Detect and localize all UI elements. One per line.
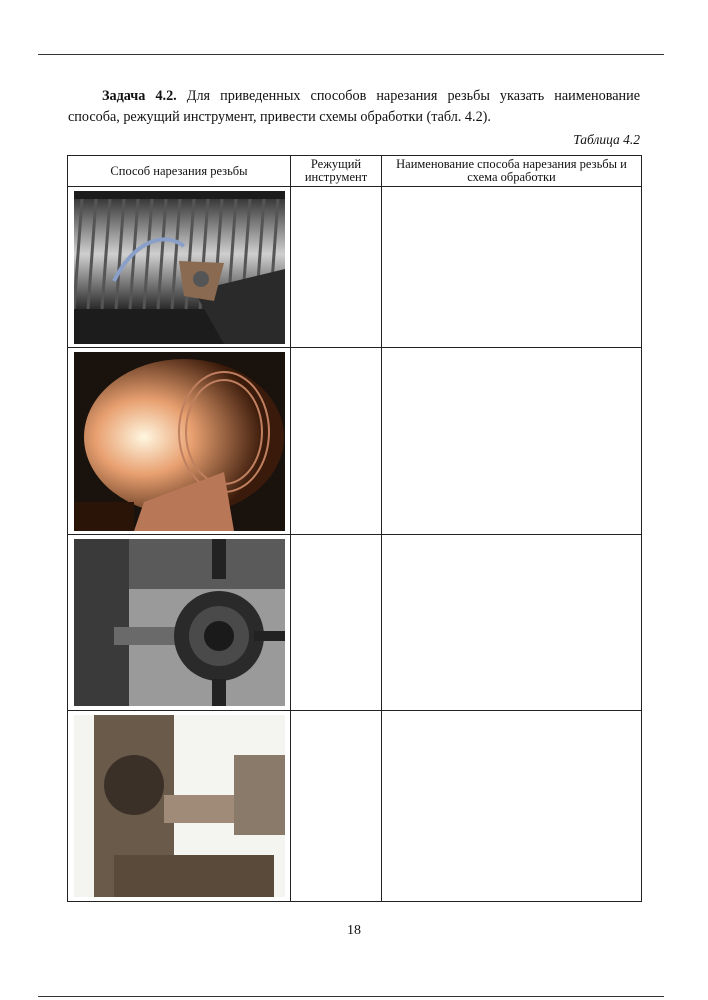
table-row — [68, 535, 642, 711]
method-photo-cell — [68, 348, 291, 535]
table-row — [68, 711, 642, 902]
header-method: Способ нарезания резьбы — [68, 156, 291, 187]
table-row — [68, 187, 642, 348]
die-threading-photo — [74, 539, 285, 706]
header-name-scheme: Наименование способа нарезания резьбы и схема обработки — [382, 156, 642, 187]
page-number: 18 — [347, 923, 361, 938]
method-photo-cell — [68, 535, 291, 711]
header-rule — [38, 54, 664, 55]
name-scheme-cell[interactable] — [382, 535, 642, 711]
table-header-row — [68, 156, 642, 187]
tool-cell[interactable] — [291, 348, 382, 535]
task-label: Задача 4.2. — [102, 88, 177, 104]
table-caption: Таблица 4.2 — [573, 132, 640, 147]
name-scheme-cell[interactable] — [382, 348, 642, 535]
name-scheme-cell[interactable] — [382, 187, 642, 348]
task-paragraph — [68, 86, 640, 128]
table-row — [68, 348, 642, 535]
method-photo-cell — [68, 711, 291, 902]
thread-methods-table — [67, 155, 642, 902]
footer-rule — [38, 996, 664, 997]
internal-threading-glowing-photo — [74, 352, 285, 531]
header-tool: Режущий инструмент — [291, 156, 382, 187]
method-photo-cell — [68, 187, 291, 348]
tool-cell[interactable] — [291, 187, 382, 348]
name-scheme-cell[interactable] — [382, 711, 642, 902]
task-text: Для приведенных способов нарезания резьбы указать наименование способа, режущий инструмент, привести схемы обработки (табл. 4.2). — [68, 88, 640, 125]
lathe-chuck-threading-photo — [74, 715, 285, 897]
tool-cell[interactable] — [291, 711, 382, 902]
thread-turning-insert-photo — [74, 191, 285, 344]
tool-cell[interactable] — [291, 535, 382, 711]
